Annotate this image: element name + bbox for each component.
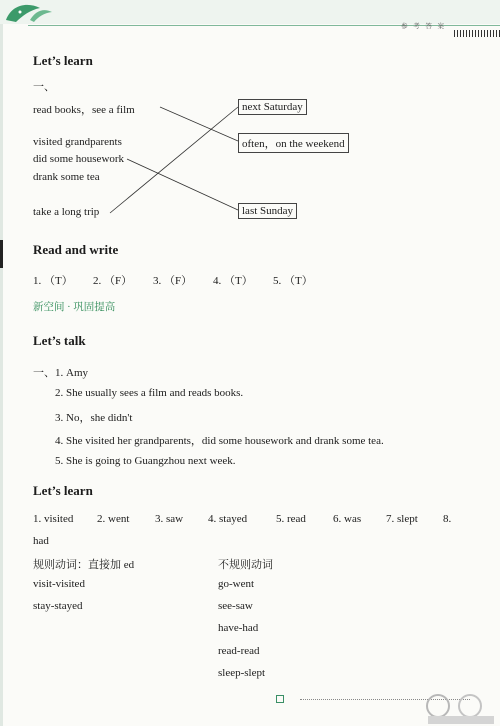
verb-answer: 5. read [276, 513, 306, 525]
talk-answer-line: 一、1. Amy [33, 367, 88, 379]
regular-verbs-heading: 规则动词：直接加 ed [33, 559, 135, 571]
match-right-box: last Sunday [238, 203, 297, 219]
verb-answer: 1. visited [33, 513, 74, 525]
match-right-box: next Saturday [238, 99, 307, 115]
talk-answer-line: 2. She usually sees a film and reads books. [55, 387, 244, 399]
irregular-verbs-heading: 不规则动词 [218, 559, 273, 571]
regular-verb: visit-visited [33, 578, 85, 590]
irregular-verb: have-had [218, 622, 259, 634]
header-section-label: 参 考 答 案 [401, 23, 446, 30]
tf-answer: 1. （T） [33, 275, 73, 287]
talk-answer-line: 4. She visited her grandparents，did some housework and drank some tea. [55, 435, 384, 447]
match-right-box: often，on the weekend [238, 133, 349, 153]
footer-square-icon [276, 695, 284, 703]
tf-answer: 4. （T） [213, 275, 253, 287]
verb-answer: 8. [443, 513, 452, 525]
tf-answer: 3. （F） [153, 275, 193, 287]
verb-answer-wrap: had [33, 535, 49, 547]
verb-answer: 4. stayed [208, 513, 248, 525]
left-edge-mark [0, 240, 3, 268]
section-title-lets-learn-2: Let’s learn [33, 483, 93, 498]
irregular-verb: go-went [218, 578, 255, 590]
watermark-stamp-icon [420, 692, 500, 726]
regular-verb: stay-stayed [33, 600, 83, 612]
match-left-item: drank some tea [33, 171, 100, 183]
verb-answer: 2. went [97, 513, 130, 525]
irregular-verb: sleep-slept [218, 667, 266, 679]
section-title-read-write: Read and write [33, 242, 119, 257]
verb-answer: 3. saw [155, 513, 184, 525]
talk-answer-line: 3. No，she didn't [55, 412, 133, 424]
match-left-item: read books，see a film [33, 104, 135, 116]
talk-answer-line: 5. She is going to Guangzhou next week. [55, 455, 236, 467]
section-banner: 新空间 · 巩固提高 [33, 302, 116, 313]
match-left-item: visited grandparents [33, 136, 122, 148]
section-title-lets-talk: Let’s talk [33, 333, 86, 348]
verb-answer: 6. was [333, 513, 362, 525]
irregular-verb: read-read [218, 645, 260, 657]
verb-answer: 7. slept [386, 513, 418, 525]
tf-answer: 2. （F） [93, 275, 133, 287]
match-left-item: did some housework [33, 153, 125, 165]
tf-answer: 5. （T） [273, 275, 313, 287]
irregular-verb: see-saw [218, 600, 253, 612]
part-label: 一、 [33, 81, 55, 93]
section-title-lets-learn: Let’s learn [33, 53, 93, 68]
match-left-item: take a long trip [33, 206, 100, 218]
